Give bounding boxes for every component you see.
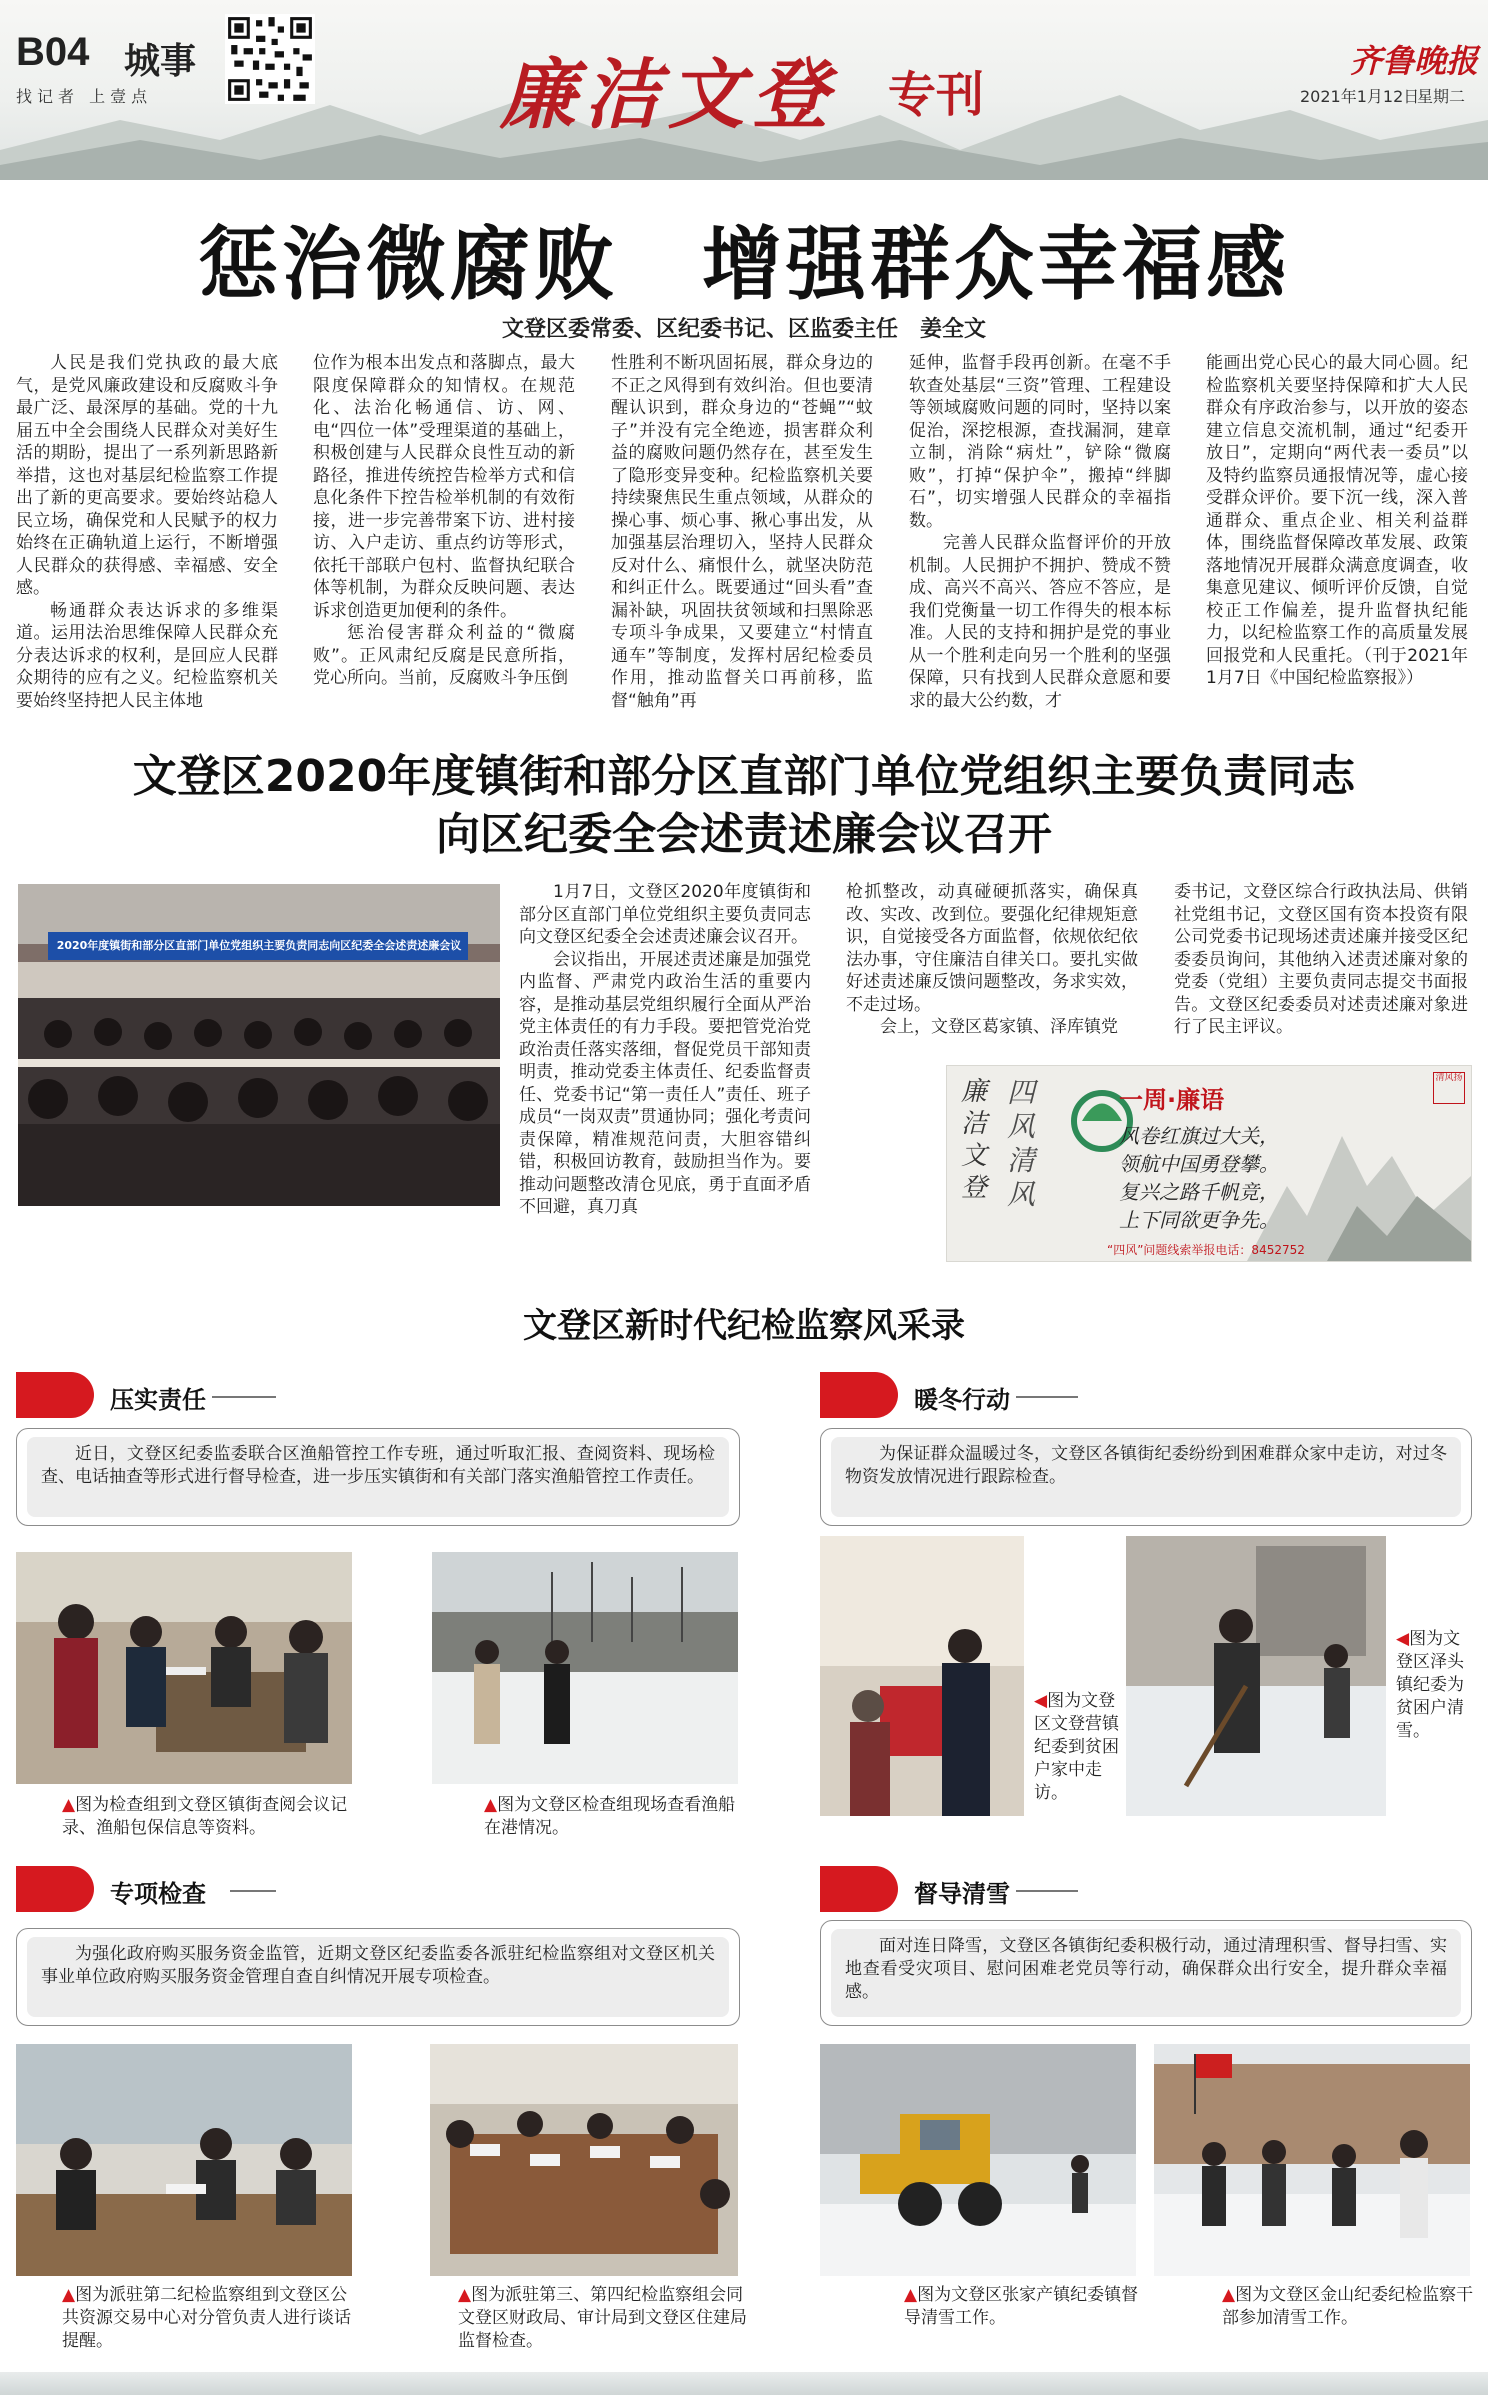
paragraph: 会议指出，开展述责述廉是加强党内监督、严肃党内政治生活的重要内容，是推动基层党组织履行全面从严治党主体责任的有力手段。要把管党治党政治责任落实落细，督促党员干部知责明责，推动党委主体责任、纪委监督责任、党委书记“第一责任人”责任、班子成员“一岗双责”贯通协同；强化考责问责保障，精准规范问责，大胆容错纠错，积极回访教育，鼓励担当作为。要推动问题整改清仓见底，勇于直面矛盾不回避，真刀真: [519, 949, 811, 1217]
caption-text: 图为文登区检查组现场查看渔船在港情况。: [484, 1795, 736, 1838]
block-title: 督导清雪: [914, 1880, 1010, 1908]
caption: [458, 2284, 752, 2353]
paragraph: 1月7日，文登区2020年度镇街和部分区直部门单位党组织主要负责同志向文登区纪委全会述责述廉会议召开。: [519, 882, 811, 947]
photo-talk-reminder: [16, 2044, 352, 2276]
ad-poem-line: 复兴之路千帆竞，: [1119, 1180, 1279, 1204]
caption-text: 图为派驻第三、第四纪检监察组会同文登区财政局、审计局到文登区住建局监督检查。: [458, 2285, 747, 2351]
block-intro-text: [27, 1937, 729, 2017]
paragraph: 会上，文登区葛家镇、泽库镇党: [880, 1017, 1118, 1037]
meeting-photo: [18, 884, 500, 1206]
article2-headline: [0, 748, 1488, 864]
paragraph: 位作为根本出发点和落脚点，最大限度保障群众的知情权。在规范化、法治化畅通信、访、网、电“四位一体”受理渠道的基础上，积极创建与人民群众良性互动的新路径，推进传统控告检举方式和信息化条件下控告检举机制的有效衔接，进一步完善带案下访、进村接访、入户走访、重点约访等形式，依托干部联户包村、监督执纪联合体等机制，为群众反映问题、表达诉求创造更加便利的条件。: [313, 353, 575, 621]
section3-headline: 文登区新时代纪检监察风采录: [523, 1306, 965, 1346]
paragraph: 枪抓整改，动真碰硬抓落实，确保真改、实改、改到位。要强化纪律规矩意识，自觉接受各方面监督，依规依纪依法办事，守住廉洁自律关口。要扎实做好述责述廉反馈问题整改，务求实效，不走过场。: [846, 882, 1138, 1015]
integrity-quote-ad: [946, 1065, 1472, 1262]
ad-title: 一周·廉语: [1119, 1086, 1225, 1114]
ad-poem: [1119, 1122, 1279, 1234]
paragraph: 为强化政府购买服务资金监管，近期文登区纪委监委各派驻纪检监察组对文登区机关事业单位政府购买服务资金管理自查自纠情况开展专项检查。: [41, 1944, 715, 1987]
red-flag-icon: [16, 1372, 94, 1418]
article2-headline-line2: 向区纪委全会述责述廉会议召开: [436, 809, 1052, 860]
paragraph: 完善人民群众监督评价的开放机制。人民拥护不拥护、赞成不赞成、高兴不高兴、答应不答应，是我们党衡量一切工作得失的根本标准。人民的支持和拥护是党的事业从一个胜利走向另一个胜利的坚强保障，只有找到人民群众意愿和要求的最大公约数，才: [909, 533, 1171, 711]
section-block-header-pressure: [16, 1372, 736, 1422]
divider: [230, 1890, 276, 1892]
paragraph: 性胜利不断巩固拓展，群众身边的不正之风得到有效纠治。但也要清醒认识到，群众身边的“苍蝇”“蚊子”并没有完全绝迹，损害群众利益的腐败问题仍然存在，甚至发生了隐形变异变种。纪检监察机关要持续聚焦民生重点领域，从群众的操心事、烦心事、揪心事出发，从加强基层治理切入，坚持人民群众反对什么、痛恨什么，就坚决防范和纠正什么。既要通过“回头看”查漏补缺，巩固扶贫领域和扫黑除恶专项斗争成果，又要建立“村情直通车”等制度，发挥村居纪检委员作用，推动监督关口再前移，监督“触角”再: [611, 353, 873, 711]
paragraph: 延伸，监督手段再创新。在毫不手软查处基层“三资”管理、工程建设等领域腐败问题的同时，坚持以案促治，深挖根源，查找漏洞，建章立制，消除“病灶”，铲除“微腐败”，打掉“保护伞”，搬掉“绊脚石”，切实增强人民群众的幸福指数。: [909, 353, 1171, 531]
block-title: 专项检查: [110, 1880, 206, 1908]
block-intro-box: [16, 1928, 740, 2026]
photo-household-visit: [820, 1536, 1024, 1816]
harbor-snow-photo-icon: [432, 1552, 738, 1784]
paragraph: 惩治侵害群众利益的“微腐败”。正风肃纪反腐是民意所指，党心所向。当前，反腐败斗争压倒: [313, 623, 575, 688]
ad-poem-line: 上下同欲更争先。: [1119, 1208, 1279, 1232]
ad-poem-line: 领航中国勇登攀。: [1119, 1152, 1279, 1176]
block-title: 暖冬行动: [914, 1386, 1010, 1414]
triangle-icon: ◀: [1034, 1691, 1048, 1711]
photo-loader-snow: [820, 2044, 1136, 2276]
block-intro-box: [820, 1920, 1472, 2026]
block-intro-text: [27, 1437, 729, 1517]
paragraph: 为保证群众温暖过冬，文登区各镇街纪委纷纷到困难群众家中走访，对过冬物资发放情况进行跟踪检查。: [845, 1444, 1447, 1487]
office-talk-photo-icon: [16, 2044, 352, 2276]
meeting-hall-photo-icon: [18, 884, 500, 1206]
article2-headline-line1: 文登区2020年度镇街和部分区直部门单位党组织主要负责同志: [132, 751, 1356, 802]
paragraph: 面对连日降雪，文登区各镇街纪委积极行动，通过清理积雪、督导扫雪、实地查看受灾项目、慰问困难老党员等行动，确保群众出行安全，提升群众幸福感。: [845, 1936, 1447, 2002]
photo-port-inspection: [432, 1552, 738, 1784]
ad-vertical-mid: 四风清风: [1007, 1076, 1036, 1211]
caption-text: 图为文登区泽头镇纪委为贫困户清雪。: [1396, 1629, 1464, 1741]
block-intro-text: [831, 1929, 1461, 2017]
caption-text: 图为文登区文登营镇纪委到贫困户家中走访。: [1034, 1691, 1119, 1803]
red-flag-icon: [820, 1866, 898, 1912]
photo-cadre-snow: [1154, 2044, 1470, 2276]
ad-seal-stamp: 清风扬: [1433, 1072, 1465, 1104]
caption: [1222, 2284, 1474, 2330]
slogan: 找记者 上壹点: [16, 87, 153, 106]
loader-snow-photo-icon: [820, 2044, 1136, 2276]
photo-snow-clearing-poor: [1126, 1536, 1386, 1816]
snow-shovel-photo-icon: [1126, 1536, 1386, 1816]
caption: [62, 2284, 360, 2353]
meeting-banner-text: 2020年度镇街和部分区直部门单位党组织主要负责同志向区纪委全会述责述廉会议: [56, 939, 462, 952]
caption: [1034, 1690, 1124, 1805]
article1-column-2: [313, 352, 575, 690]
triangle-icon: ▲: [484, 1795, 498, 1815]
red-flag-icon: [820, 1372, 898, 1418]
paragraph: 人民是我们党执政的最大底气，是党风廉政建设和反腐败斗争最广泛、最深厚的基础。党的十九届五中全会围绕人民群众对美好生活的期盼，提出了一系列新思路新举措，这也对基层纪检监察工作提出了新的更高要求。要始终站稳人民立场，确保党和人民赋予的权力始终在正确轨道上运行，不断增强人民群众的获得感、幸福感、安全感。: [16, 353, 278, 598]
red-flag-icon: [16, 1866, 94, 1912]
caption-text: 图为文登区金山纪委纪检监察干部参加清雪工作。: [1222, 2285, 1474, 2328]
issue-weekday: 星期二: [1417, 87, 1466, 106]
article2-column-2: [846, 881, 1138, 1039]
banner-title: 廉洁文登: [500, 50, 836, 139]
caption-text: 图为文登区张家产镇纪委镇督导清雪工作。: [904, 2285, 1139, 2328]
article1-headline: 惩治微腐败 增强群众幸福感: [198, 217, 1290, 311]
triangle-icon: ▲: [904, 2285, 918, 2305]
section-block-header-special-check: [16, 1866, 736, 1916]
caption: [1396, 1628, 1472, 1743]
paragraph: 能画出党心民心的最大同心圆。纪检监察机关要坚持保障和扩大人民群众有序政治参与，以开放的姿态建立信息交流机制，通过“纪委开放日”，定期向“两代表一委员”以及特约监察员通报情况等，虚心接受群众评价。要下沉一线，深入普通群众、重点企业、相关利益群体，围绕监督保障改革发展、政策落地情况开展群众满意度调查，收集意见建议、倾听评价反馈，自觉校正工作偏差，提升监督执纪能力，以纪检监察工作的高质量发展回报党和人民重托。（刊于2021年1月7日《中国纪检监察报》）: [1206, 353, 1468, 688]
ad-poem-line: 风卷红旗过大关，: [1119, 1124, 1279, 1148]
ad-vertical-left: 廉洁文登: [961, 1077, 988, 1203]
caption: [904, 2284, 1144, 2330]
divider: [1016, 1890, 1078, 1892]
divider: [212, 1396, 276, 1398]
triangle-icon: ▲: [62, 2285, 76, 2305]
article1-byline: 文登区委常委、区纪委书记、区监委主任 姜全文: [501, 317, 986, 342]
paragraph: 近日，文登区纪委监委联合区渔船管控工作专班，通过听取汇报、查阅资料、现场检查、电话抽查等形式进行督导检查，进一步压实镇街和有关部门落实渔船管控工作责任。: [41, 1444, 715, 1487]
photo-supervision-check: [430, 2044, 738, 2276]
triangle-icon: ▲: [458, 2285, 472, 2305]
photo-inspection-records: [16, 1552, 352, 1784]
caption-text: 图为派驻第二纪检监察组到文登区公共资源交易中心对分管负责人进行谈话提醒。: [62, 2285, 351, 2351]
article1-column-3: [611, 352, 873, 712]
triangle-icon: ▲: [1222, 2285, 1236, 2305]
triangle-icon: ◀: [1396, 1629, 1410, 1649]
triangle-icon: ▲: [62, 1795, 76, 1815]
article1-column-1: [16, 352, 278, 712]
home-visit-photo-icon: [820, 1536, 1024, 1816]
snow-sweeping-photo-icon: [1154, 2044, 1470, 2276]
paragraph: 畅通群众表达诉求的多维渠道。运用法治思维保障人民群众充分表达诉求的权利，是回应人民群众期待的应有之义。纪检监察机关要始终坚持把人民主体地: [16, 600, 278, 711]
article1-column-4: [909, 352, 1171, 712]
issue-date: 2021年1月12日: [1300, 87, 1420, 106]
banner-subtitle: 专刊: [888, 67, 985, 123]
block-intro-box: [820, 1428, 1472, 1526]
caption-text: 图为检查组到文登区镇街查阅会议记录、渔船包保信息等资料。: [62, 1795, 348, 1838]
paragraph: 委书记，文登区综合行政执法局、供销社党组书记，文登区国有资本投资有限公司党委书记现场述责述廉并接受区纪委委员询问，其他纳入述责述廉对象的党委（党组）主要负责同志提交书面报告。文登区纪委委员对述责述廉对象进行了民主评议。: [1174, 882, 1468, 1037]
article2-column-3: [1174, 881, 1468, 1039]
section-block-header-winter: [820, 1372, 1470, 1422]
block-intro-text: [831, 1437, 1461, 1517]
article1-column-5: [1206, 352, 1468, 690]
section-name: 城事: [124, 41, 197, 82]
block-intro-box: [16, 1428, 740, 1526]
section-block-header-snow: [820, 1866, 1470, 1916]
article2-column-1: [519, 881, 811, 1219]
bottom-decoration-strip: [0, 2372, 1488, 2395]
newspaper-name: 齐鲁晚报: [1350, 42, 1479, 80]
masthead: [0, 0, 1488, 180]
caption: [62, 1794, 362, 1840]
block-title: 压实责任: [110, 1386, 206, 1414]
qr-code-icon[interactable]: [225, 14, 315, 104]
caption: [484, 1794, 740, 1840]
divider: [1016, 1396, 1078, 1398]
page-code: B04: [16, 30, 90, 74]
meeting-room-photo-icon: [430, 2044, 738, 2276]
ad-hotline: “四风”问题线索举报电话：8452752: [1107, 1243, 1305, 1257]
office-inspection-photo-icon: [16, 1552, 352, 1784]
